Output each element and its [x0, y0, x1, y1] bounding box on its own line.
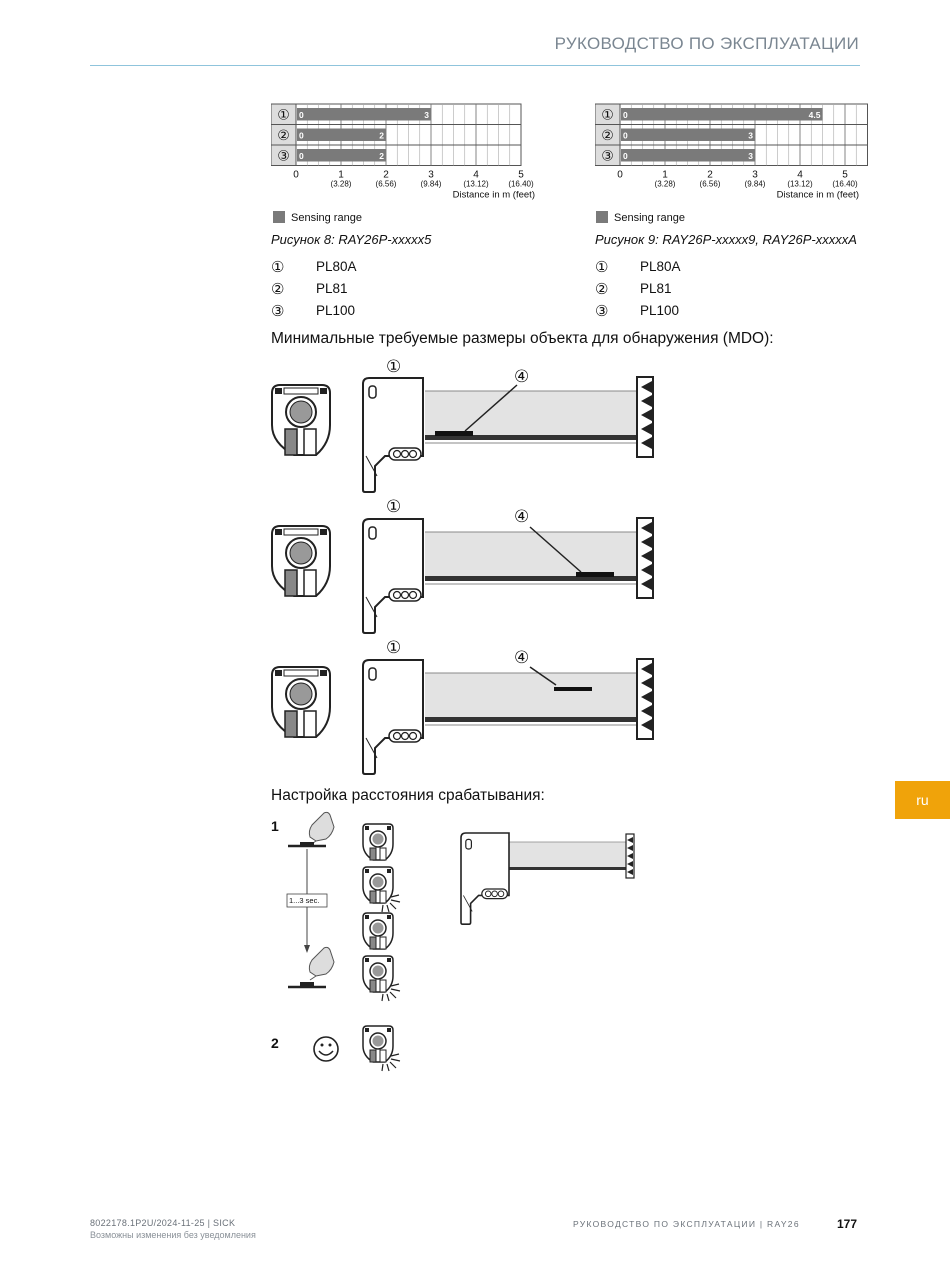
x-tick-label: 0	[617, 169, 623, 181]
marker-object-2: ④	[514, 507, 530, 526]
chart-figure-9	[595, 100, 870, 210]
step-2-number: 2	[271, 1035, 279, 1051]
legend-label: Sensing range	[291, 212, 362, 224]
category-label: ③	[601, 148, 614, 165]
x-tick-feet-label: (9.84)	[420, 179, 442, 189]
x-tick-label: 0	[293, 169, 299, 181]
x-axis-title: Distance in m (feet)	[452, 189, 535, 201]
bar	[297, 129, 386, 142]
language-tab-ru[interactable]: ru	[895, 781, 950, 819]
x-tick-label: 3	[752, 169, 758, 181]
x-tick-feet-label: (6.56)	[699, 179, 721, 189]
bar	[297, 149, 386, 162]
mdo-row-1	[272, 377, 653, 492]
setup-illustrations	[280, 805, 650, 1075]
category-label: ①	[277, 107, 290, 124]
bar-start-label: 0	[623, 150, 628, 161]
chart-figure-8	[271, 100, 546, 210]
list-number: ③	[271, 303, 285, 320]
x-tick-feet-label: (3.28)	[654, 179, 676, 189]
list-number: ②	[271, 281, 285, 298]
bar	[621, 149, 755, 162]
setup-section-title: Настройка расстояния срабатывания:	[271, 787, 545, 804]
bar-value-label: 2	[379, 150, 384, 161]
bar-start-label: 0	[623, 109, 628, 120]
x-tick-feet-label: (9.84)	[744, 179, 766, 189]
list-label: PL80A	[316, 259, 357, 274]
marker-object-1: ④	[514, 367, 530, 386]
x-tick-feet-label: (3.28)	[330, 179, 352, 189]
bar-start-label: 0	[299, 130, 304, 141]
category-label: ①	[601, 107, 614, 124]
legend-label: Sensing range	[614, 212, 685, 224]
bar	[621, 108, 823, 121]
x-tick-label: 4	[797, 169, 803, 181]
x-tick-label: 5	[842, 169, 848, 181]
mdo-section-title: Минимальные требуемые размеры объекта для обнаружения (MDO):	[271, 330, 774, 347]
mdo-row-3	[272, 659, 653, 774]
category-label: ②	[601, 127, 614, 144]
mdo-row-2	[272, 518, 653, 633]
footer-notice: Возможны изменения без уведомления	[90, 1230, 256, 1240]
bar-value-label: 4.5	[808, 109, 821, 120]
legend-swatch	[596, 211, 608, 223]
bar-start-label: 0	[299, 150, 304, 161]
bar-value-label: 2	[379, 130, 384, 141]
x-tick-feet-label: (13.12)	[463, 179, 489, 189]
x-tick-feet-label: (16.40)	[508, 179, 534, 189]
marker-sensor-3: ①	[386, 638, 402, 657]
step-1-number: 1	[271, 818, 279, 834]
category-label: ②	[277, 127, 290, 144]
mdo-illustrations	[265, 355, 665, 780]
figure-8-caption: Рисунок 8: RAY26P-xxxxx5	[271, 232, 432, 247]
chart-figure-9-svg	[595, 100, 870, 210]
list-number: ②	[595, 281, 609, 298]
chart-figure-8-svg	[271, 100, 546, 210]
timer-label: 1...3 sec.	[289, 896, 320, 905]
x-tick-feet-label: (13.12)	[787, 179, 813, 189]
list-label: PL100	[640, 303, 680, 318]
bar-value-label: 3	[424, 109, 429, 120]
footer-manual-title: РУКОВОДСТВО ПО ЭКСПЛУАТАЦИИ | RAY26	[573, 1219, 800, 1229]
x-tick-label: 5	[518, 169, 524, 181]
marker-sensor-2: ①	[386, 497, 402, 516]
x-tick-feet-label: (6.56)	[375, 179, 397, 189]
figure-9-caption: Рисунок 9: RAY26P-xxxxx9, RAY26P-xxxxxA	[595, 232, 857, 247]
legend-figure-9	[596, 209, 685, 224]
bar-value-label: 3	[748, 150, 753, 161]
bar	[621, 129, 755, 142]
header-divider	[90, 65, 860, 66]
x-tick-label: 2	[707, 169, 713, 181]
list-number: ③	[595, 303, 609, 320]
bar	[297, 108, 431, 121]
x-tick-feet-label: (16.40)	[832, 179, 858, 189]
marker-sensor-1: ①	[386, 357, 402, 376]
x-tick-label: 2	[383, 169, 389, 181]
x-tick-label: 4	[473, 169, 479, 181]
list-label: PL81	[640, 281, 672, 296]
list-label: PL80A	[640, 259, 681, 274]
bar-start-label: 0	[623, 130, 628, 141]
x-tick-label: 1	[338, 169, 344, 181]
legend-swatch	[273, 211, 285, 223]
page-number: 177	[837, 1217, 858, 1231]
list-label: PL100	[316, 303, 356, 318]
list-number: ①	[271, 259, 285, 276]
category-label: ③	[277, 148, 290, 165]
bar-start-label: 0	[299, 109, 304, 120]
footer-doc-code: 8022178.1P2U/2024-11-25 | SICK	[90, 1218, 236, 1228]
list-label: PL81	[316, 281, 348, 296]
list-number: ①	[595, 259, 609, 276]
page-header-title: РУКОВОДСТВО ПО ЭКСПЛУАТАЦИИ	[554, 34, 859, 53]
x-axis-title: Distance in m (feet)	[776, 189, 859, 201]
legend-figure-8	[273, 209, 362, 224]
marker-object-3: ④	[514, 648, 530, 667]
x-tick-label: 3	[428, 169, 434, 181]
x-tick-label: 1	[662, 169, 668, 181]
bar-value-label: 3	[748, 130, 753, 141]
